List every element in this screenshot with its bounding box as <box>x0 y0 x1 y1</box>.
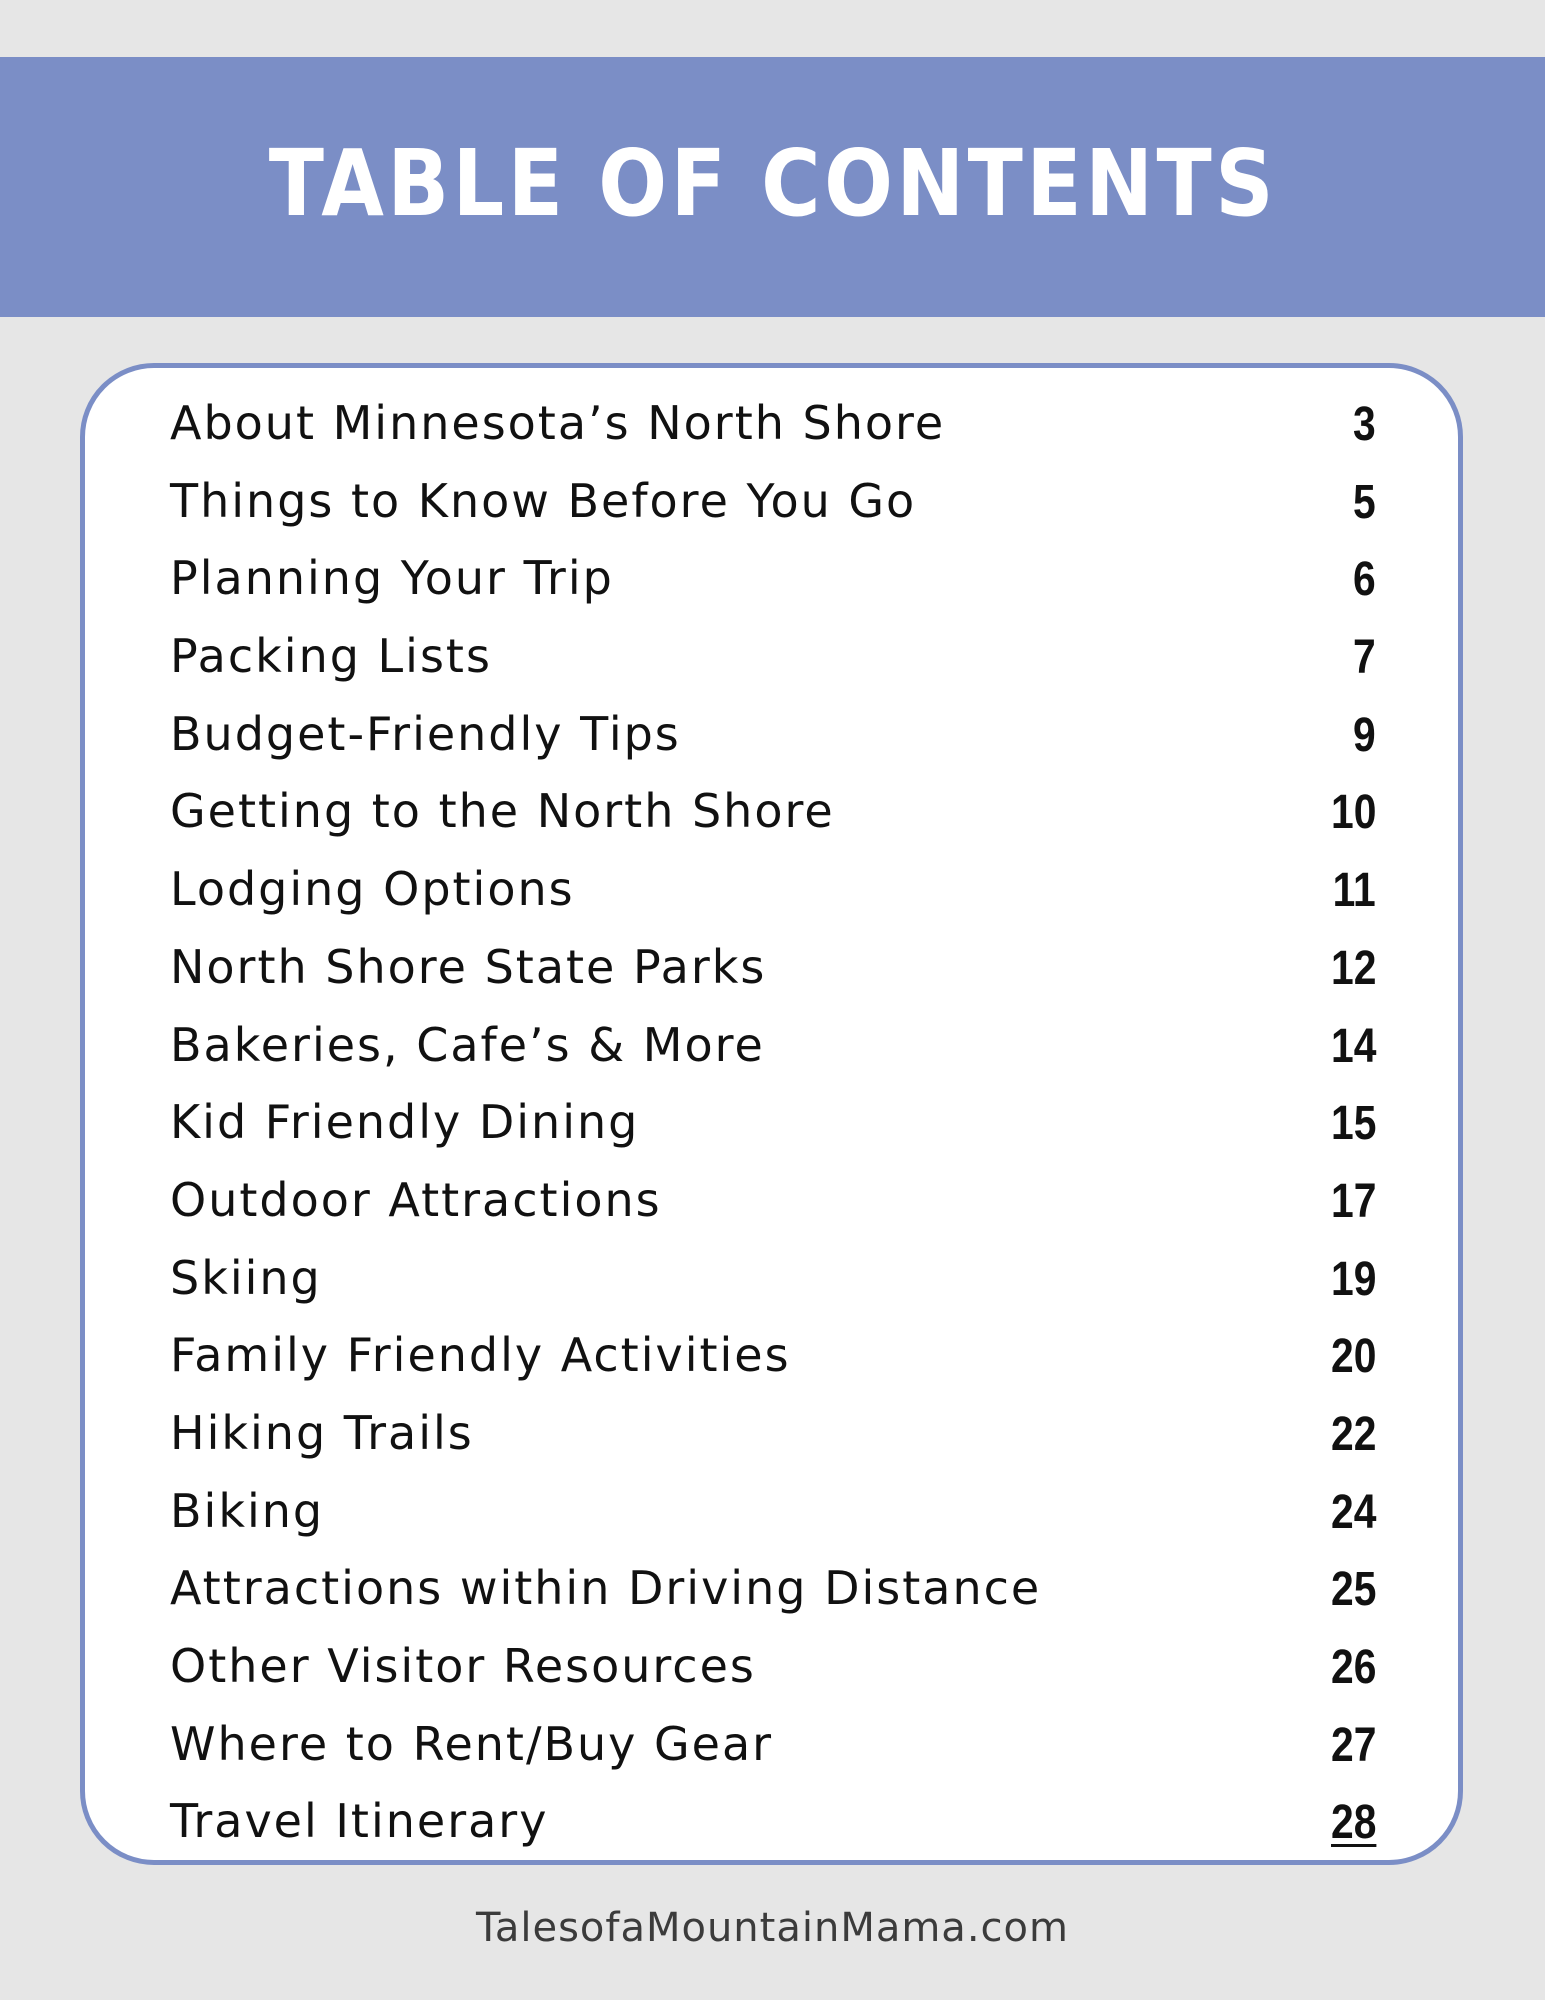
toc-entry-title: Kid Friendly Dining <box>170 1095 640 1150</box>
toc-entry[interactable] <box>85 1478 1458 1556</box>
toc-entry[interactable] <box>85 934 1458 1012</box>
toc-entry-page-number: 5 <box>1353 475 1376 529</box>
toc-entry-title: Budget-Friendly Tips <box>170 706 681 761</box>
toc-entry-title: Packing Lists <box>170 629 492 684</box>
toc-entry-title: Biking <box>170 1483 325 1538</box>
toc-entry[interactable] <box>85 1400 1458 1478</box>
toc-entry-page-number: 20 <box>1330 1330 1376 1384</box>
toc-entry-title: Where to Rent/Buy Gear <box>170 1716 774 1771</box>
toc-entry-page-number: 10 <box>1330 786 1376 840</box>
toc-entry-title: Lodging Options <box>170 862 575 917</box>
toc-entry-title: Bakeries, Cafe’s & More <box>170 1017 765 1072</box>
toc-entry-title: Things to Know Before You Go <box>170 473 917 528</box>
toc-entry-page-number: 24 <box>1330 1485 1376 1539</box>
toc-entry[interactable] <box>85 1788 1458 1866</box>
toc-entry-title: Travel Itinerary <box>170 1794 549 1849</box>
toc-entry-title: Skiing <box>170 1250 322 1305</box>
toc-entry-page-number: 6 <box>1353 553 1376 607</box>
toc-entry[interactable] <box>85 1633 1458 1711</box>
footer-website: TalesofaMountainMama.com <box>476 1905 1069 1951</box>
toc-entry-title: Other Visitor Resources <box>170 1639 756 1693</box>
page-title: TABLE OF CONTENTS <box>268 130 1277 237</box>
toc-entry-title: Planning Your Trip <box>170 551 614 606</box>
toc-entry-page-number: 17 <box>1330 1174 1376 1228</box>
toc-entry[interactable] <box>85 1089 1458 1167</box>
toc-entry-page-number: 9 <box>1353 708 1376 762</box>
toc-entry-title: Hiking Trails <box>170 1405 474 1460</box>
toc-entry-title: Getting to the North Shore <box>170 784 835 839</box>
toc-entry[interactable] <box>85 468 1458 546</box>
toc-entry-page-number: 27 <box>1330 1718 1376 1772</box>
toc-entry-page-number: 19 <box>1330 1252 1376 1306</box>
toc-entry[interactable] <box>85 856 1458 934</box>
toc-entry-title: Family Friendly Activities <box>170 1328 791 1383</box>
toc-entry-page-number: 12 <box>1330 941 1376 995</box>
toc-card <box>80 363 1463 1865</box>
toc-entry-title: About Minnesota’s North Shore <box>170 396 946 450</box>
toc-entry[interactable] <box>85 1012 1458 1090</box>
toc-entry-page-number: 15 <box>1330 1097 1376 1151</box>
header-band <box>0 57 1545 317</box>
toc-entry-title: North Shore State Parks <box>170 939 767 994</box>
toc-entry[interactable] <box>85 1322 1458 1400</box>
toc-entry[interactable] <box>85 623 1458 701</box>
toc-entry[interactable] <box>85 1245 1458 1323</box>
toc-entry-title: Attractions within Driving Distance <box>170 1561 1042 1616</box>
toc-entry[interactable] <box>85 545 1458 623</box>
toc-entry-page-number: 11 <box>1332 864 1376 918</box>
toc-entry-page-number: 7 <box>1353 631 1376 685</box>
toc-entry[interactable] <box>85 390 1458 468</box>
toc-entry-title: Outdoor Attractions <box>170 1172 662 1227</box>
toc-entry-page-number: 28 <box>1330 1796 1376 1850</box>
toc-entry[interactable] <box>85 1711 1458 1789</box>
toc-entry[interactable] <box>85 1167 1458 1245</box>
toc-entry[interactable] <box>85 1555 1458 1633</box>
toc-entry-page-number: 22 <box>1330 1407 1376 1461</box>
toc-entry[interactable] <box>85 778 1458 856</box>
toc-entry-page-number: 26 <box>1330 1641 1376 1694</box>
toc-entry-page-number: 25 <box>1330 1563 1376 1617</box>
toc-list <box>85 390 1458 1866</box>
toc-entry[interactable] <box>85 701 1458 779</box>
toc-entry-page-number: 3 <box>1353 398 1376 451</box>
toc-entry-page-number: 14 <box>1330 1019 1376 1073</box>
